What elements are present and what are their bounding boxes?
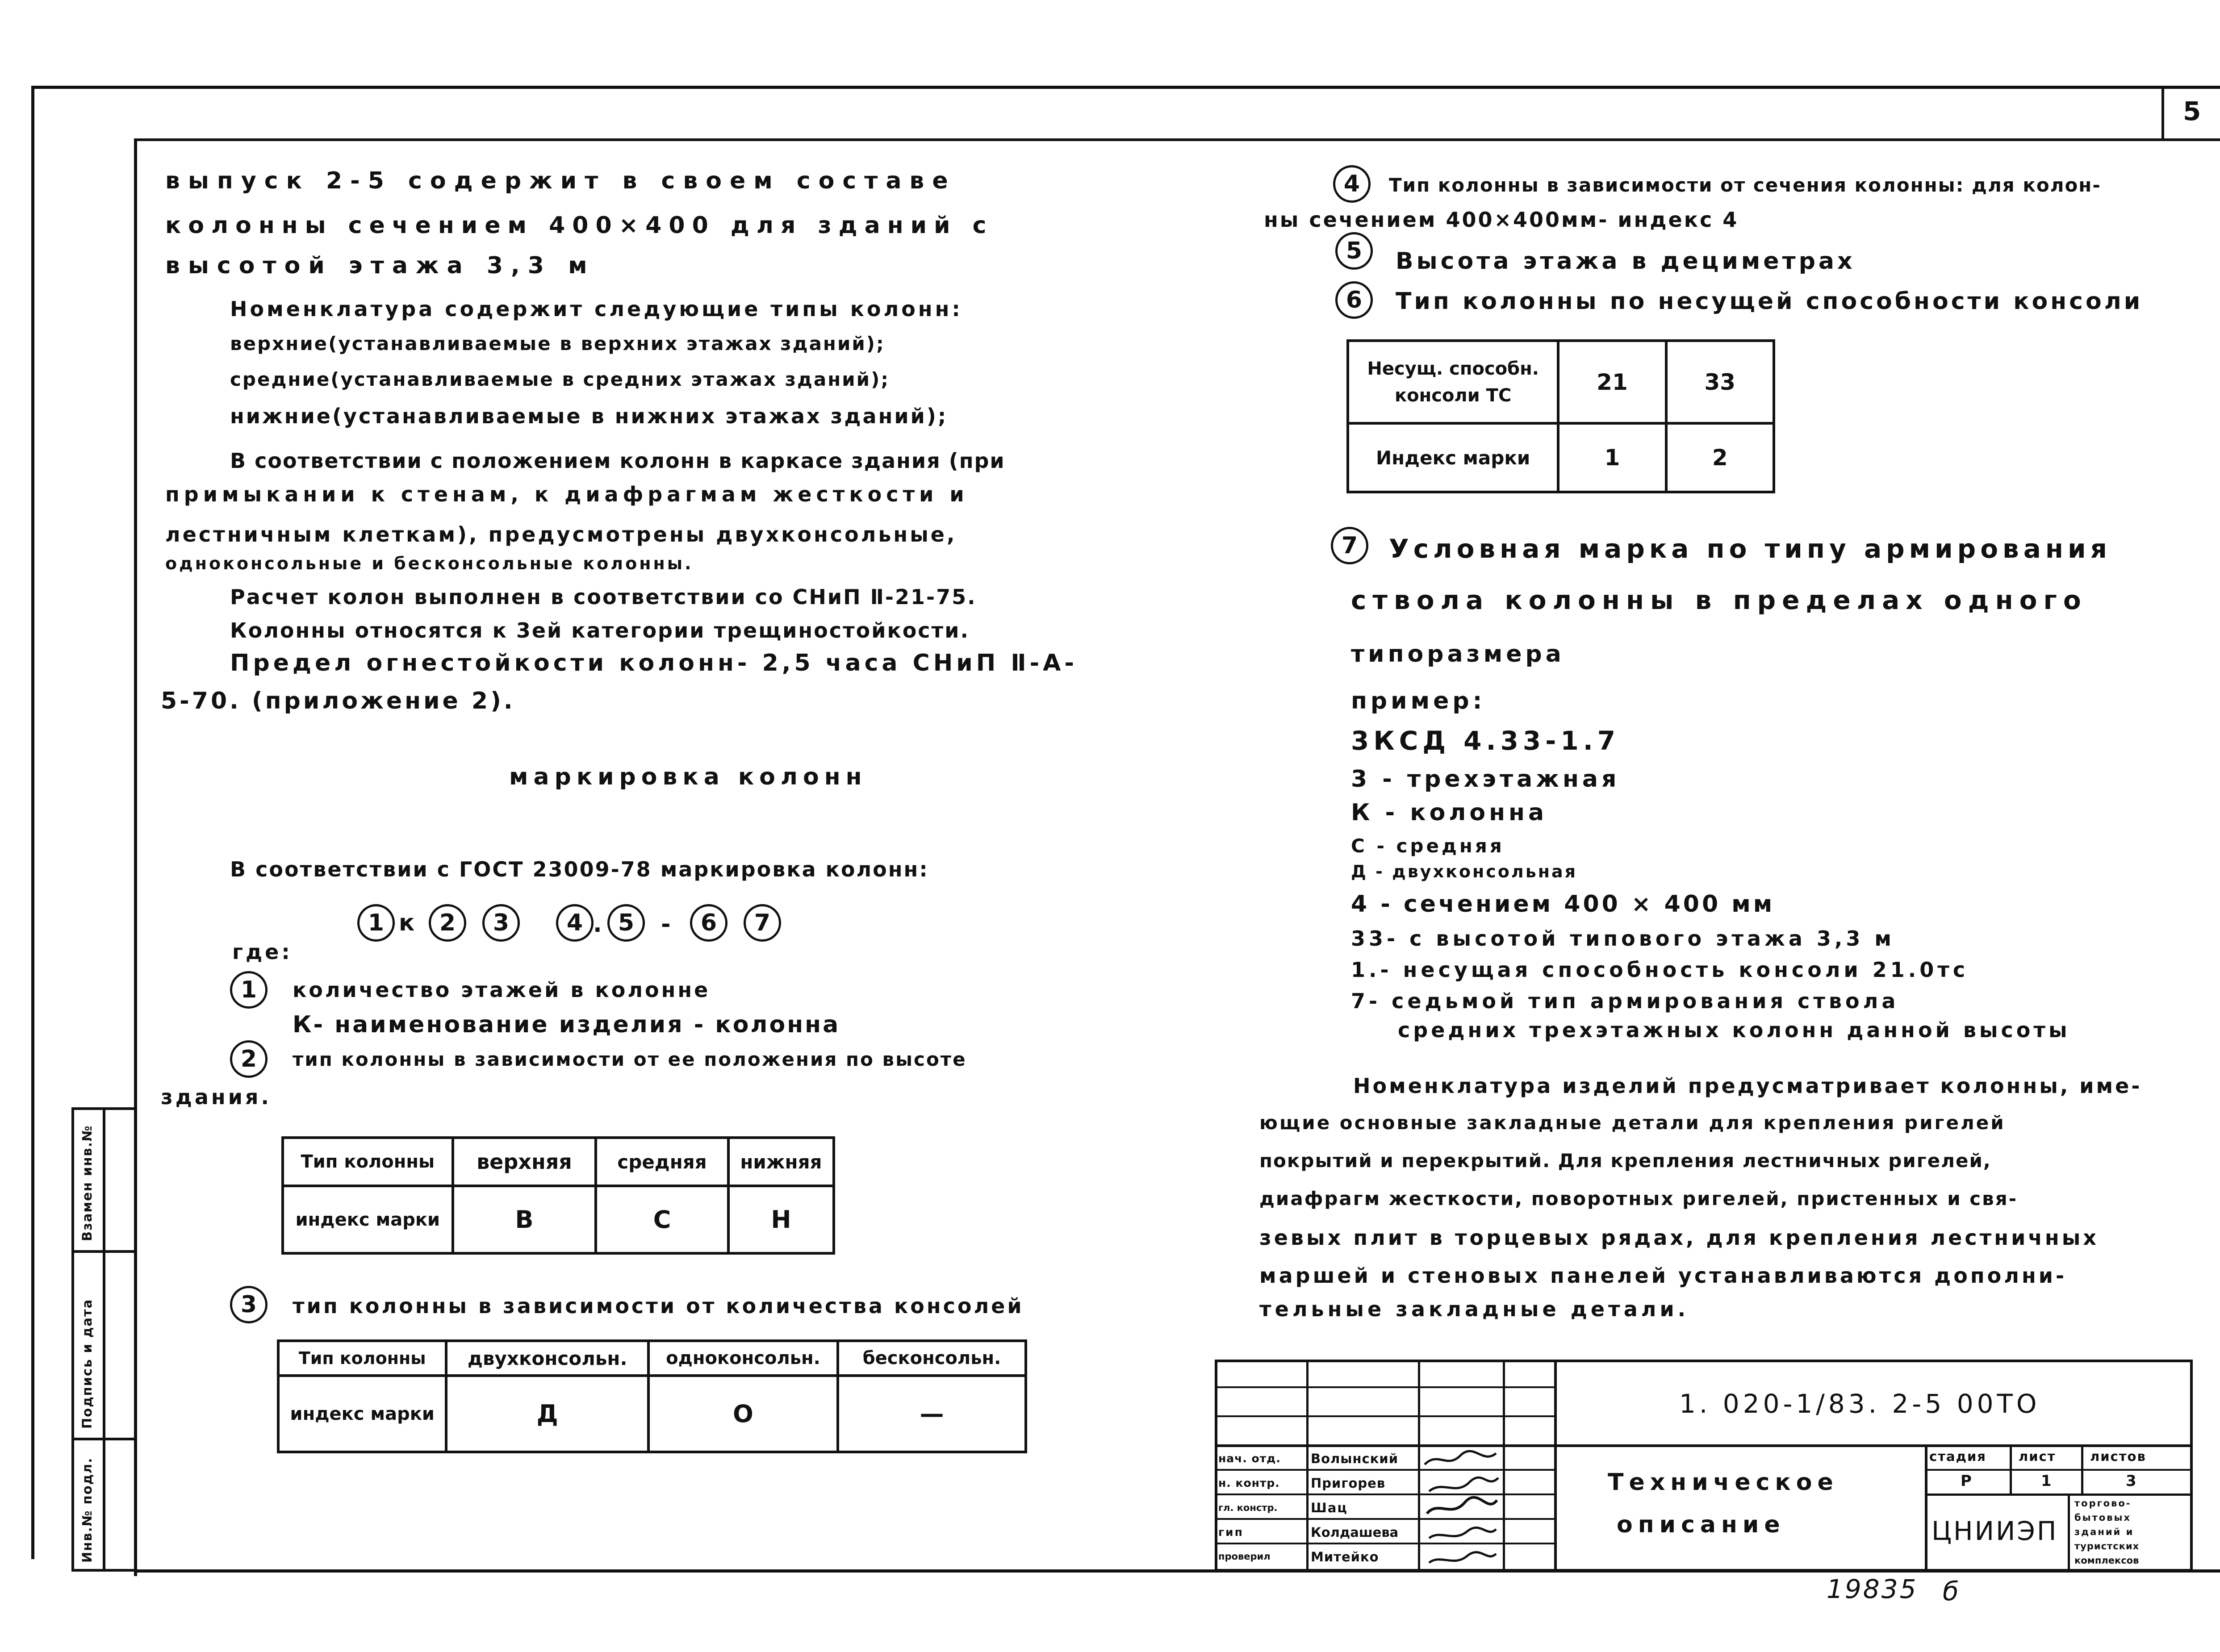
side-label-inventory: Инв.№ подл. <box>79 1457 95 1563</box>
inner-frame-top <box>134 138 2220 141</box>
item-k-text: К- наименование изделия - колонна <box>293 1011 840 1038</box>
formula-dash: - <box>661 911 673 938</box>
stamp-name-2: Пригорев <box>1311 1476 1386 1491</box>
sheet-number: 5 <box>2183 96 2204 126</box>
stamp-hline-3 <box>1215 1444 2193 1447</box>
formula-circle-1: 1 <box>357 904 395 942</box>
stamp-sheets: 3 <box>2126 1472 2139 1490</box>
table2-header-none: бесконсольн. <box>838 1341 1026 1376</box>
stamp-org-desc-3: зданий и <box>2074 1527 2134 1537</box>
item2-number: 2 <box>230 1040 268 1078</box>
stamp-name-3: Шац <box>1311 1500 1348 1515</box>
table1-value-upper: В <box>453 1186 596 1253</box>
example-line-3: С - средняя <box>1351 835 1505 857</box>
table1-row-label: индекс марки <box>283 1186 453 1253</box>
item3-text: тип колонны в зависимости от количества консолей <box>293 1294 1024 1318</box>
where-label: где: <box>232 940 293 964</box>
calc-line-3: Предел огнестойкости колонн- 2,5 часа СНиП Ⅱ-А- <box>230 650 1078 676</box>
stamp-sheet: 1 <box>2041 1472 2054 1490</box>
stamp-stage-hline-1 <box>1925 1469 2193 1471</box>
position-line-4: одноконсольные и бесконсольные колонны. <box>165 554 694 573</box>
marking-gost: В соответствии с ГОСТ 23009-78 маркировка колонн: <box>230 857 929 881</box>
table-consoles <box>277 1339 1027 1453</box>
marking-heading: маркировка колонн <box>509 763 867 790</box>
table3-row2-value-1: 1 <box>1558 423 1666 492</box>
item4-number: 4 <box>1333 165 1371 203</box>
table2-value-double: Д <box>446 1376 648 1452</box>
closing-line-6: маршей и стеновых панелей устанавливаются дополни- <box>1259 1264 2067 1288</box>
position-line-1: В соответствии с положением колонн в каркасе здания (при <box>230 449 1005 473</box>
intro-line-3: высотой этажа 3,3 м <box>165 252 595 279</box>
frame-top <box>31 86 2220 89</box>
item6-number: 6 <box>1335 281 1373 319</box>
table1-header-lower: нижняя <box>728 1138 834 1186</box>
formula-circle-3: 3 <box>482 904 520 942</box>
stamp-vline-3 <box>1503 1360 1505 1572</box>
item2-text-2: здания. <box>161 1085 272 1109</box>
intro-line-2: колонны сечением 400×400 для зданий с <box>165 212 994 239</box>
nomenclature-line-3: средние(устанавливаемые в средних этажах зданий); <box>230 368 890 390</box>
position-line-2: примыкании к стенам, к диафрагмам жесткости и <box>165 482 969 506</box>
formula-dot: . <box>593 911 605 938</box>
stamp-col-sheets: листов <box>2090 1449 2146 1464</box>
example-line-9: средних трехэтажных колонн данной высоты <box>1398 1018 2070 1042</box>
stamp-hline-7 <box>1215 1543 1554 1544</box>
closing-line-4: диафрагм жесткости, поворотных ригелей, пристенных и свя- <box>1259 1188 2018 1210</box>
closing-line-3: покрытий и перекрытий. Для крепления лестничных ригелей, <box>1259 1150 1991 1172</box>
stamp-hline-4 <box>1215 1469 1554 1471</box>
side-strip-divider <box>103 1107 105 1572</box>
stamp-hline-1 <box>1215 1386 1554 1388</box>
stamp-hline-6 <box>1215 1518 1554 1520</box>
table2-header-single: одноконсольн. <box>648 1341 838 1376</box>
side-label-signature: Подпись и дата <box>79 1298 95 1429</box>
example-line-4: Д - двухконсольная <box>1351 862 1578 881</box>
stamp-hline-5 <box>1215 1493 1554 1495</box>
table2-row-label: индекс марки <box>278 1376 446 1452</box>
sheet-number-box-left <box>2161 86 2164 138</box>
stamp-role-3: гл. констр. <box>1218 1502 1278 1513</box>
item2-text: тип колонны в зависимости от ее положения по высоте <box>293 1048 967 1070</box>
table3-row2-label: Индекс марки <box>1348 423 1558 492</box>
stamp-org-divider <box>2068 1493 2070 1572</box>
stamp-vline-1 <box>1306 1360 1309 1572</box>
calc-line-1: Расчет колон выполнен в соответствии со СНиП Ⅱ-21-75. <box>230 585 977 609</box>
example-line-8: 7- седьмой тип армирования ствола <box>1351 989 1899 1013</box>
footer-number: 19835 <box>1827 1574 1918 1604</box>
stamp-col-stage: стадия <box>1929 1449 1986 1464</box>
side-strip-sep-1 <box>71 1250 134 1253</box>
table2-value-none: — <box>838 1376 1026 1452</box>
nomenclature-line-1: Номенклатура содержит следующие типы колонн: <box>230 297 963 321</box>
table1-header-type: Тип колонны <box>283 1138 453 1186</box>
example-code: 3КСД 4.33-1.7 <box>1351 726 1620 756</box>
stamp-role-4: гип <box>1218 1526 1244 1539</box>
formula-circle-7: 7 <box>744 904 781 942</box>
intro-line-1: выпуск 2-5 содержит в своем составе <box>165 167 956 194</box>
stamp-hline-2 <box>1215 1415 1554 1417</box>
formula-circle-4: 4 <box>556 904 594 942</box>
item7-text: Условная марка по типу армирования <box>1389 534 2111 564</box>
table3-row1-label <box>1348 341 1558 423</box>
formula-k: к <box>399 909 418 936</box>
closing-line-2: ющие основные закладные детали для крепления ригелей <box>1259 1112 2006 1134</box>
table3-row1-value-1: 21 <box>1558 341 1666 423</box>
table3-row1-label-b: консоли ТС <box>1394 385 1512 406</box>
stamp-name-1: Волынский <box>1311 1451 1399 1466</box>
stamp-signatures <box>1420 1447 1503 1572</box>
formula-circle-5: 5 <box>607 904 645 942</box>
closing-line-5: зевых плит в торцевых рядах, для крепления лестничных <box>1259 1226 2099 1250</box>
table3-row2-value-2: 2 <box>1666 423 1774 492</box>
closing-line-1: Номенклатура изделий предусматривает колонны, име- <box>1353 1074 2142 1098</box>
side-label-replacement: Взамен инв.№ <box>79 1125 95 1241</box>
position-line-3: лестничным клеткам), предусмотрены двухконсольные, <box>165 522 957 546</box>
stamp-stage-hline-2 <box>1925 1493 2193 1496</box>
table2-value-single: О <box>648 1376 838 1452</box>
stamp-organization: ЦНИИЭП <box>1932 1516 2058 1546</box>
item5-text: Высота этажа в дециметрах <box>1396 248 1856 275</box>
item4-text-2: ны сечением 400×400мм- индекс 4 <box>1264 208 1739 232</box>
formula-circle-6: 6 <box>690 904 727 942</box>
table1-header-middle: средняя <box>596 1138 728 1186</box>
item3-number: 3 <box>230 1286 268 1323</box>
side-strip-sep-2 <box>71 1438 134 1440</box>
stamp-org-desc-4: туристских <box>2074 1541 2140 1552</box>
example-line-7: 1.- несущая способность консоли 21.0тс <box>1351 958 1969 982</box>
table1-value-middle: С <box>596 1186 728 1253</box>
table1-header-upper: верхняя <box>453 1138 596 1186</box>
table-column-position <box>281 1136 835 1255</box>
stamp-document-code: 1. 020-1/83. 2-5 00ТО <box>1679 1389 2040 1419</box>
table2-header-type: Тип колонны <box>278 1341 446 1376</box>
table3-row1-label-a: Несущ. способн. <box>1367 358 1539 379</box>
example-line-2: К - колонна <box>1351 799 1548 826</box>
example-line-5: 4 - сечением 400 × 400 мм <box>1351 891 1775 918</box>
example-line-1: 3 - трехэтажная <box>1351 766 1620 793</box>
closing-line-7: тельные закладные детали. <box>1259 1297 1689 1321</box>
item7-text-2: ствола колонны в пределах одного <box>1351 585 2087 615</box>
nomenclature-line-4: нижние(устанавливаемые в нижних этажах зданий); <box>230 404 948 428</box>
table1-value-lower: Н <box>728 1186 834 1253</box>
stamp-right-divider <box>1925 1444 1927 1572</box>
nomenclature-line-2: верхние(устанавливаемые в верхних этажах зданий); <box>230 333 885 355</box>
stamp-name-5: Митейко <box>1311 1549 1379 1564</box>
stamp-org-desc-5: комплексов <box>2074 1555 2139 1566</box>
item7-number: 7 <box>1331 527 1368 564</box>
stamp-role-1: нач. отд. <box>1218 1452 1281 1465</box>
example-label: пример: <box>1351 688 1486 714</box>
stamp-org-desc-1: торгово- <box>2074 1498 2132 1509</box>
stamp-name-4: Колдашева <box>1311 1525 1399 1540</box>
calc-line-2: Колонны относятся к 3ей категории трещиностойкости. <box>230 618 970 642</box>
table3-row1-value-2: 33 <box>1666 341 1774 423</box>
example-line-6: 33- с высотой типового этажа 3,3 м <box>1351 926 1895 951</box>
stamp-org-desc-2: бытовых <box>2074 1512 2132 1523</box>
item6-text: Тип колонны по несущей способности консоли <box>1396 288 2143 315</box>
item7-text-3: типоразмера <box>1351 641 1565 667</box>
formula-circle-2: 2 <box>429 904 466 942</box>
table-bearing-capacity <box>1346 339 1775 493</box>
stamp-role-5: проверил <box>1218 1551 1271 1562</box>
stamp-vline-4 <box>1554 1360 1557 1572</box>
stamp-col-sheet: лист <box>2019 1449 2056 1464</box>
inner-frame-left <box>134 138 137 1576</box>
footer-letter: б <box>1943 1576 1961 1606</box>
stamp-title-a: Техническое <box>1608 1469 1839 1496</box>
stamp-title-b: описание <box>1617 1511 1785 1538</box>
stamp-stage: Р <box>1961 1472 1974 1490</box>
item1-number: 1 <box>230 971 268 1009</box>
frame-left <box>31 86 34 1559</box>
item5-number: 5 <box>1335 232 1373 270</box>
calc-line-4: 5-70. (приложение 2). <box>161 688 515 714</box>
stamp-role-2: н. контр. <box>1218 1477 1280 1489</box>
item4-text: Тип колонны в зависимости от сечения колонны: для колон- <box>1389 174 2101 196</box>
item1-text: количество этажей в колонне <box>293 978 711 1002</box>
table2-header-double: двухконсольн. <box>446 1341 648 1376</box>
